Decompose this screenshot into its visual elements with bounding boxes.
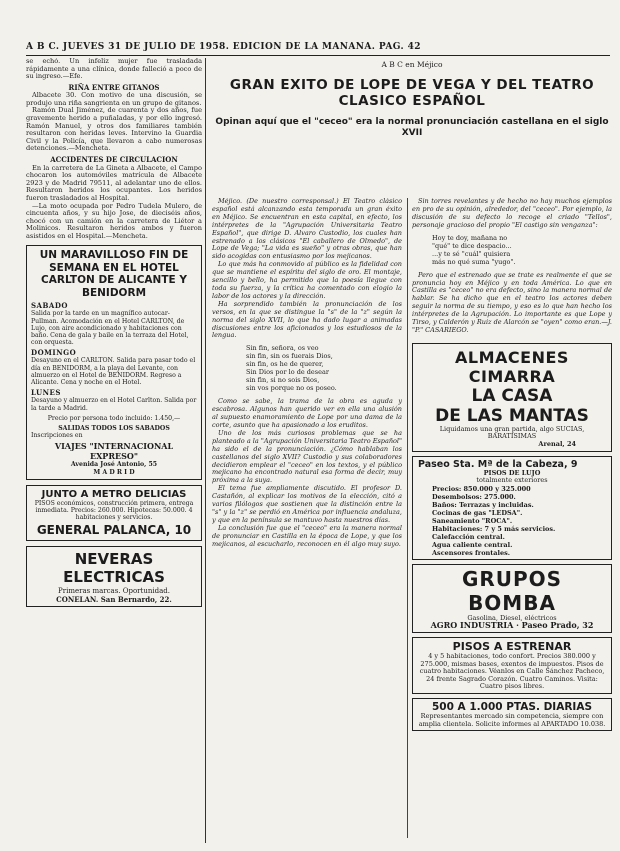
cimarra-title: ALMACENES CIMARRA — [455, 347, 569, 386]
delicias-text: PISOS económicos, construcción primera, entrega inmediata. Precios: 260.000. Hipotecas: 50.000. 4 habitaciones y servicios. — [34, 499, 194, 522]
article-column-2 — [412, 198, 612, 848]
paseo-list-item: Desembolsos: 275.000. — [432, 492, 516, 501]
paseo-list-item: Ascensores frontales. — [432, 548, 511, 557]
article-paragraph: Pero que el estrenado que se trate es realmente el que se pronuncia hoy en Méjico y en toda América. Lo que en Castilla es "ceceo" no era defecto, sino la manera normal de hablar. Se ha dicho que en el teatro los actores deben seguir la norma de su tiempo, y eso es lo que han hecho los intérpretes de la Agrupación. Lo importante es que Lope y Tirso, y Calderón y Ruiz de Alarcón se "oyen" como eran.—J. "P." CASARIEGO. — [412, 270, 612, 334]
neveras-line1: Primeras marcas. Oportunidad. — [58, 587, 170, 596]
bomba-line2: AGRO INDUSTRIA · Paseo Prado, 32 — [430, 620, 594, 631]
carlton-address: Avenida José Antonio, 55 — [70, 461, 158, 469]
carlton-ad — [26, 245, 202, 479]
bomba-ad — [412, 564, 612, 633]
news-heading: ACCIDENTES DE CIRCULACION — [50, 155, 178, 165]
ptas-title: 500 A 1.000 PTAS. DIARIAS — [431, 701, 593, 713]
ptas-text: Representantes mercado sin competencia, siempre con amplia clientela. Solicite informes al APARTADO 10.038. — [418, 712, 606, 728]
paseo-list-item: Saneamiento "ROCA". — [432, 516, 513, 525]
cimarra-line2: DE LAS MANTAS — [435, 405, 589, 426]
article-headline: GRAN EXITO DE LOPE DE VEGA Y DEL TEATRO CLASICO ESPAÑOL — [229, 77, 595, 109]
left-column — [26, 58, 202, 848]
paseo-ad — [412, 456, 612, 560]
right-column — [212, 58, 612, 848]
verse-line: ...y te sé "cuál" quisiera — [432, 249, 511, 258]
article-paragraph: La conclusión fue que el "ceceo" era la manera normal de pronunciar en Castilla en la época de Lope, y que los mejicanos, al escucharlo, reconocen en él algo muy suyo. — [212, 523, 402, 548]
column-divider — [205, 58, 206, 843]
paseo-list-item: Calefacción central. — [432, 532, 505, 541]
bomba-title: GRUPOS BOMBA — [461, 566, 563, 615]
carlton-sabado-label: SABADO — [31, 301, 69, 311]
article-paragraph: Méjico. (De nuestro corresponsal.) El Teatro clásico español está alcanzando esta temporada un gran éxito en Méjico. Se encuentran en esta capital, en efecto, los intérpretes de la "Agrupación Universitaria Teatro Español", que dirige D. Alvaro Custodio, los cuales han estrenado a los clásicos "El caballero de Olmedo", de Lope de Vega; "La vida es sueño" y otras obras, que han sido acogidas con entusiasmo por los mejicanos. — [212, 198, 402, 261]
news-paragraph: —La moto ocupada por Pedro Tudela Mulero, de cincuenta años, y su hijo Jose, de dieciséis años, chocó con un camión en la carretera de Liétor a Molinicos. Resultaron heridos ambos y fueron asistidos en el Hospital.—Mencheta. — [26, 201, 202, 240]
verse-line: Hoy te doy, mañana no — [432, 233, 508, 242]
carlton-city: M A D R I D — [93, 468, 135, 476]
verse-line: sin vos porque no os poseo. — [246, 384, 337, 393]
article-deck: Opinan aquí que el "ceceo" era la normal pronunciación castellana en el siglo XVII — [215, 117, 609, 138]
news-paragraph: se echó. Un infeliz mujer fue trasladada rápidamente a una clínica, donde falleció a poco de su ingreso.—Efe. — [26, 58, 202, 81]
verse-line: Sin fin, señora, os veo — [246, 344, 319, 353]
cimarra-text: Liquidamos una gran partida, algo SUCIAS, BARATISIMAS — [439, 424, 585, 441]
verse-block-2 — [412, 234, 612, 266]
cimarra-line1: LA CASA — [471, 385, 553, 406]
delicias-footer: GENERAL PALANCA, 10 — [36, 523, 192, 538]
article-paragraph: El tema fue ampliamente discutido. El profesor D. Castañón, al explicar los motivos de la elección, citó a varios filólogos que sostienen que la distinción entre la "s" y la "z" se perdió en América por influencia andaluza, y que en la península se mantuvo hasta nuestros días. — [212, 484, 402, 524]
carlton-agency: VIAJES "INTERNACIONAL EXPRESO" — [54, 441, 174, 462]
paseo-list-item: Precios: 850.000 y 325.000 — [432, 484, 531, 493]
paseo-list-item: Cocinas de gas "LEDSA". — [432, 508, 523, 517]
verse-block — [212, 344, 402, 392]
carlton-inscripciones: Inscripciones en — [31, 432, 83, 440]
article-column-1 — [212, 198, 402, 848]
paseo-subtitle: PISOS DE LUJO — [483, 468, 541, 477]
paseo-sub2: totalmente exteriores — [476, 476, 548, 485]
article-paragraph: Uno de los más curiosos problemas que se ha planteado a la "Agrupación Universitaria Teatro Español" ha sido el de la pronunciación. ¿Cómo hablaban los castellanos del siglo XVII? Custodio y sus colaboradores decidieron emplear el "ceceo" en los textos, y el público mejicano ha encontrado natural esa forma de decir, muy próxima a la suya. — [212, 428, 402, 485]
pisos-text: 4 y 5 habitaciones, todo confort. Precios 380.000 y 275.000, mismas bases, exentos de impuestos. Pisos de cuatro habitaciones. Véanlos en Calle Sánchez Pacheco, 24 frente Sagrado Corazón. Cuatro Caminos. Visita: Cuatro pisos libres. — [419, 652, 605, 691]
inner-column-divider — [407, 198, 408, 838]
carlton-price: Precio por persona todo incluido: 1.450,— — [47, 414, 181, 422]
neveras-line2: CONELAN. San Bernardo, 22. — [56, 594, 172, 604]
pisos-title: PISOS A ESTRENAR — [452, 640, 572, 654]
section-title: A B C en Méjico — [381, 60, 443, 69]
article-paragraph: Como se sabe, la trama de la obra es aguda y escabrosa. Algunos han querido ver en ella una alusión al supuesto enamoramiento de Lope por una dama de la corte, asunto que ha apasionado a los eruditos. — [212, 397, 402, 430]
carlton-domingo-label: DOMINGO — [31, 348, 77, 358]
bomba-line1: Gasolina, Diesel, eléctricos — [467, 613, 557, 622]
verse-line: "qué" te dice despacio... — [432, 241, 512, 250]
paseo-list-item: Baños: Terrazas y incluidas. — [432, 500, 534, 509]
delicias-ad — [26, 485, 202, 542]
news-paragraph: En la carretera de La Gineta a Albacete, el Campo chocaron los automóviles matrícula de Albacete 2923 y de Madrid 79511, al adelantar uno de ellos. Resultaron heridos los ocupantes. Los heridos fueron trasladados al Hospital. — [26, 163, 202, 202]
neveras-title: NEVERAS ELECTRICAS — [63, 550, 165, 587]
carlton-lunes-label: LUNES — [31, 388, 61, 398]
article-paragraph: Lo que más ha conmovido al público es la fidelidad con que se mantiene el espíritu del siglo de oro. El montaje, sencillo y bello, ha permitido que la poesía llegue con toda su fuerza, y la crítica ha comentado con elogio la labor de los actores y la dirección. — [212, 260, 402, 300]
verse-line: sin fin, si no sois Dios, — [246, 376, 320, 385]
carlton-title: UN MARAVILLOSO FIN DE SEMANA EN EL HOTEL CARLTON DE ALICANTE Y BENIDORM — [39, 249, 189, 299]
delicias-title: JUNTO A METRO DELICIAS — [41, 488, 187, 500]
paseo-list-item: Habitaciones: 7 y 5 más servicios. — [432, 524, 556, 533]
carlton-sabado-text: Salida por la tarde en un magnífico autocar-Pullman. Acomodación en el Hotel CARLTON, de Lujo, con aire acondicionado y habitaciones con baño. Cena de gala y baile en la terraza del Hotel, con orquesta. — [31, 310, 189, 347]
article-paragraph: Sin torres revelantes y de hecho no hay muchos ejemplos en pro de su opinión, alrededor, del "ceceo". Por ejemplo, la discusión de su defecto lo recoge el criado "Tellos", personaje gracioso del propio "El castigo sin venganza": — [412, 198, 612, 229]
paseo-title: Paseo Sta. Mª de la Cabeza, 9 — [418, 458, 578, 470]
verse-line: sin fin, os he de querer, — [246, 360, 324, 369]
article-body — [212, 198, 612, 848]
verse-line: más no qué suma "yugo". — [432, 257, 516, 266]
carlton-domingo-text: Desayuno en el CARLTON. Salida para pasar todo el día en BENIDORM, a la playa del Levante, con almuerzo en el Hotel de BENIDORM. Regreso a Alicante. Cena y noche en el Hotel. — [31, 357, 196, 387]
verse-line: sin fin, sin os fuerais Dios, — [246, 352, 333, 361]
pisos-ad — [412, 637, 612, 694]
news-heading: RIÑA ENTRE GITANOS — [68, 82, 160, 92]
news-paragraph: Albacete 30. Con motivo de una discusión, se produjo una riña sangrienta en un grupo de gitanos. — [26, 91, 202, 107]
neveras-ad — [26, 546, 202, 606]
cimarra-address: Arenal, 24 — [538, 440, 576, 449]
masthead: A B C. JUEVES 31 DE JULIO DE 1958. EDICION DE LA MAÑANA. PAG. 42 — [26, 42, 421, 52]
paseo-list-item: Agua caliente central. — [432, 540, 513, 549]
cimarra-ad — [412, 343, 612, 452]
carlton-lunes-text: Desayuno y almuerzo en el Hotel Carlton. Salida por la tarde a Madrid. — [31, 397, 197, 412]
news-paragraph: Ramón Dual Jiménez, de cuarenta y dos años, fue gravemente herido a puñaladas, y por ello ingresó. Ramón Manuel, y otros dos familiares también resultaron con heridas leves. Intervino la Guardia Civil y la Policía, que llevaron a cabo numerosas detenciones.—Mencheta. — [26, 106, 202, 153]
masthead-rule — [26, 55, 610, 56]
article-paragraph: Ha sorprendido también la pronunciación de los versos, en la que se distingue la "s" de la "z" según la norma del siglo XVII, lo que ha dado lugar a animadas discusiones entre los aficionados y los estudiosos de la lengua. — [212, 299, 402, 340]
carlton-salidas: SALIDAS TODOS LOS SABADOS — [58, 424, 170, 432]
verse-line: Sin Dios por lo de desear — [246, 368, 329, 377]
paseo-list — [418, 485, 606, 557]
ptas-ad — [412, 698, 612, 731]
